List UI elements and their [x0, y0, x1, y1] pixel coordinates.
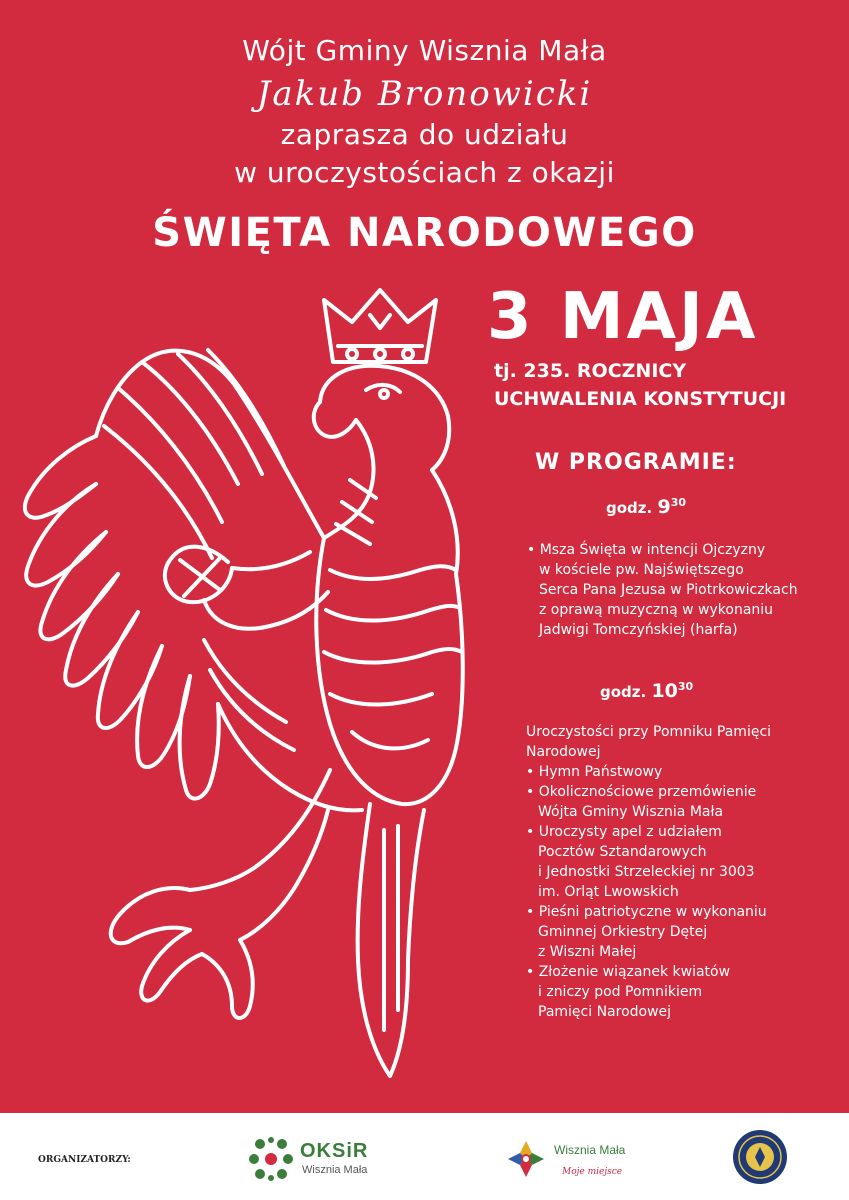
- header-line4: w uroczystościach z okazji: [234, 156, 615, 189]
- list-item: • Pieśni patriotyczne w wykonaniu: [526, 904, 767, 920]
- header-line3: zaprasza do udziału: [280, 118, 569, 151]
- list-item-line: im. Orląt Lwowskich: [538, 884, 679, 900]
- list-item-line: z Wiszni Małej: [538, 944, 637, 960]
- anniversary-line2: UCHWALENIA KONSTYTUCJI: [494, 388, 787, 410]
- header-line1: Wójt Gminy Wisznia Mała: [242, 34, 607, 67]
- bullet: •: [527, 542, 536, 558]
- anniversary-text: [494, 357, 786, 413]
- list-item-line: i Jednostki Strzeleckiej nr 3003: [538, 864, 755, 880]
- oksir-logo-icon: [248, 1136, 294, 1182]
- unit-badge-icon: [732, 1129, 788, 1185]
- bullet: •: [526, 824, 535, 840]
- time-minutes: 30: [677, 680, 694, 693]
- list-item: • Msza Święta w intencji Ojczyzny: [527, 542, 766, 558]
- time-slot-2: [600, 680, 693, 702]
- time-hour: 9: [657, 496, 671, 518]
- intro-line: Uroczystości przy Pomniku Pamięci: [526, 724, 772, 740]
- oksir-subtitle: Wisznia Mała: [302, 1164, 368, 1176]
- gmina-tagline: Moje miejsce: [562, 1167, 623, 1177]
- bullet: •: [526, 904, 535, 920]
- mayor-name: Jakub Bronowicki: [256, 74, 593, 114]
- list-item: • Okolicznościowe przemówienie: [526, 784, 757, 800]
- list-item-line: i zniczy pod Pomnikiem: [538, 984, 703, 1000]
- gmina-logo-icon: [504, 1137, 548, 1181]
- list-item: • Uroczysty apel z udziałem: [526, 824, 722, 840]
- slot-2-description: [526, 722, 771, 1022]
- list-item-line: Serca Pana Jezusa w Piotrkowiczkach: [539, 582, 798, 598]
- event-title: ŚWIĘTA NARODOWEGO: [152, 210, 697, 256]
- list-item-line: Pamięci Narodowej: [538, 1004, 672, 1020]
- list-item-line: z oprawą muzyczną w wykonaniu: [539, 602, 774, 618]
- bullet: •: [526, 784, 535, 800]
- footer: [0, 1113, 849, 1200]
- slot-1-description: [527, 540, 798, 640]
- event-date: 3 MAJA: [487, 280, 759, 354]
- oksir-name: OKSiR: [300, 1140, 369, 1162]
- list-item: • Złożenie wiązanek kwiatów: [526, 964, 731, 980]
- time-hour: 10: [651, 680, 678, 702]
- list-item-line: w kościele pw. Najświętszego: [539, 562, 744, 578]
- anniversary-line1: tj. 235. ROCZNICY: [494, 360, 687, 382]
- organizers-label: ORGANIZATORZY:: [38, 1155, 131, 1165]
- gmina-name: Wisznia Mała: [554, 1143, 626, 1157]
- time-prefix: godz.: [606, 499, 653, 517]
- list-item-line: Jadwigi Tomczyńskiej (harfa): [539, 622, 738, 638]
- time-slot-1: [606, 496, 686, 518]
- intro-line: Narodowej: [526, 744, 601, 760]
- bullet: •: [526, 964, 535, 980]
- list-item-line: Gminnej Orkiestry Dętej: [538, 924, 708, 940]
- list-item-line: Pocztów Sztandarowych: [538, 844, 707, 860]
- bullet: •: [526, 764, 535, 780]
- program-heading: W PROGRAMIE:: [535, 450, 737, 475]
- time-prefix: godz.: [600, 683, 647, 701]
- white-eagle-emblem: [0, 270, 500, 1100]
- time-minutes: 30: [670, 496, 686, 509]
- list-item: • Hymn Państwowy: [526, 764, 663, 780]
- list-item-line: Wójta Gminy Wisznia Mała: [538, 804, 724, 820]
